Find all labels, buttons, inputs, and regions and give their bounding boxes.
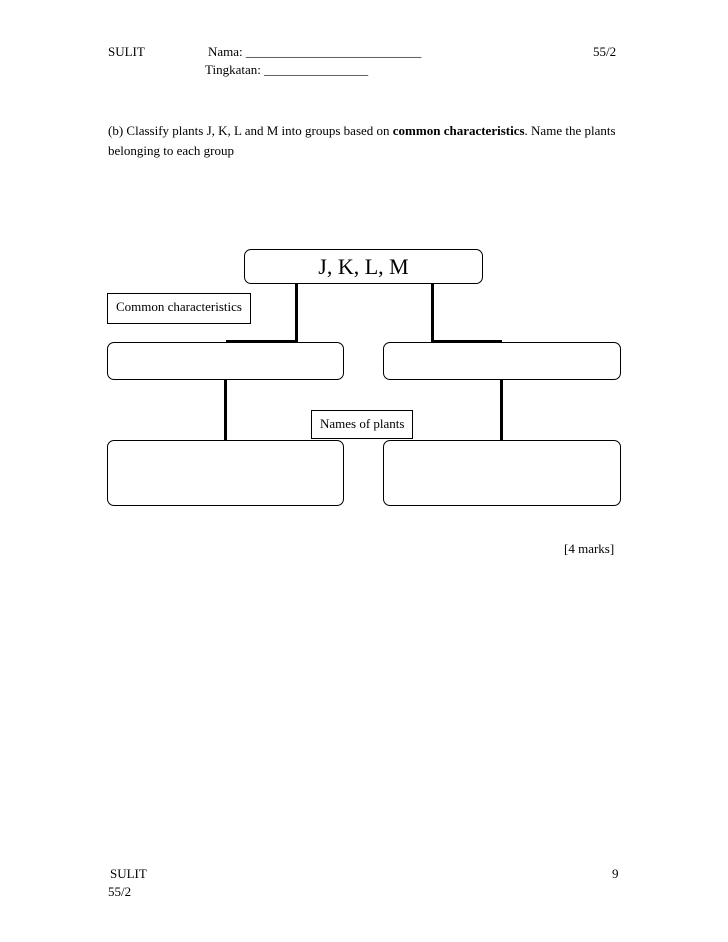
name-label — [208, 44, 421, 60]
class-blank: ________________ — [264, 62, 369, 77]
question-text — [108, 121, 628, 161]
footer-sulit: SULIT — [110, 866, 147, 881]
header-code: 55/2 — [593, 44, 617, 59]
plant-names-box-right[interactable] — [383, 440, 621, 506]
root-box — [244, 249, 483, 284]
characteristic-box-right[interactable] — [383, 342, 621, 380]
question-prefix: (b) Classify plants J, K, L and M into groups based on — [108, 123, 393, 138]
characteristic-box-left[interactable] — [107, 342, 344, 380]
name-blank: ___________________________ — [245, 44, 422, 59]
plant-names-box-left[interactable] — [107, 440, 344, 506]
connector-root-right — [431, 284, 434, 342]
name-label-text: Nama: — [208, 44, 243, 59]
class-label — [205, 62, 368, 78]
names-of-plants-label: Names of plants — [311, 410, 413, 439]
footer-code: 55/2 — [108, 884, 132, 899]
connector-right-down — [500, 379, 503, 441]
connector-root-left — [295, 284, 298, 342]
page-number: 9 — [612, 866, 619, 881]
question-bold: common characteristics — [392, 123, 525, 138]
common-characteristics-label: Common characteristics — [107, 293, 251, 324]
root-label: J, K, L, M — [318, 254, 409, 279]
question-suffix: . Name the plants belonging to each group — [108, 123, 616, 158]
class-label-text: Tingkatan: — [205, 62, 261, 77]
marks-label: [4 marks] — [564, 541, 615, 556]
header-sulit: SULIT — [108, 44, 145, 59]
connector-left-down — [224, 379, 227, 441]
